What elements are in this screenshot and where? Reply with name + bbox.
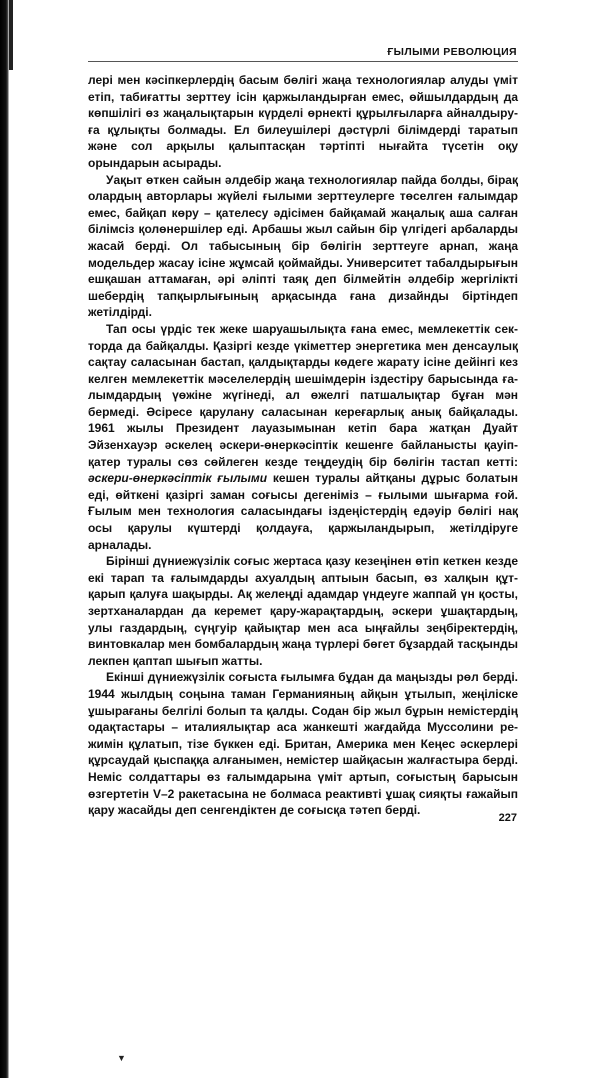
bottom-triangle-mark: ▼ (117, 1053, 126, 1063)
italic-phrase: әскери-өнеркәсіптік ғылыми (88, 471, 268, 486)
binding-shadow (0, 0, 9, 1078)
running-head: ҒЫЛЫМИ РЕВОЛЮЦИЯ (387, 46, 517, 58)
header-rule (88, 61, 518, 62)
body-text (88, 72, 518, 819)
page-number: 227 (498, 812, 517, 824)
paragraph (88, 553, 518, 669)
paragraph (88, 669, 518, 818)
text-segment: лері мен кәсіпкерлердің басым бөлігі жаңа технологиялар алуды үміт етіп, табиғатты зерттеу ісін қаржыландырған емес, өйшылдардың да көпшілігі өз жаңалықтарын күрделі өрнекті құрылғыларға айналдыруға құлықты болмады. Ел билеушілері дәстүрлі білімдерді таратып және сол арқылы қалыптасқан тәртіпті нығайта түсетін оқу орындарын асырады. (88, 73, 518, 170)
paragraph (88, 321, 518, 553)
text-segment: Уақыт өткен сайын әлдебір жаңа технологиялар пайда болды, бірақ олардың авторлары жүйелі ғылыми зерттеулерге төселген ғалымдар емес, байқап көру – қателесу әдісімен байқамай жаңалық аша салған білімсіз қолөнершілер еді. Арбашы жыл сайын бір үлгідегі арбаларды жасай берді. Ол табысының бір бөлігін зерттеуге арнап, жаңа модельдер жасау ісіне жұмсай қоймайды. Университет табалдырығын ешқашан аттамаған, әрі әліпті таяқ деп білмейтін әлдебір жергілікті шебердің тапқырлығының арқасында ғана дизайнды біртіндеп жетілдірді. (88, 172, 518, 320)
text-segment: кешен туралы айтқаны дұрыс болатын еді, өйткені қазіргі заман соғысы дегеніміз – ғылыми шығарма ғой. Ғылым мен технология саласындағы іздеңістердің едәуір бөлігі нақ осы қарулы күштерді қолдауға, қаржыландырып, жетілдіруге арналады. (88, 471, 519, 552)
text-segment: Бірінші дүниежүзілік соғыс жертаса қазу кезеңінен өтіп кеткен кезде екі тарап та ғалымдарды ахуалдың аптыын басып, өз халқын құтқарып қалуға шақырды. Ақ желеңді адамдар үндеуге жаппай үн қосты, зертханалардан да керемет қару-жарақтардың, әскери ұшақтардың, улы газдардың, сүңгуір қайықтар мен аса ыңғайлы зеңбіректердің, винтовкалар мен бомбалардың жаңа түрлері бөгет бұзардай тасқынды лекпен қаптап шығып жатты. (88, 554, 518, 668)
binding-mark (9, 0, 13, 70)
text-segment: Тап осы үрдіс тек жеке шаруашылықта ғана емес, мемлекеттік секторда да байқалды. Қазіргі кезде үкіметтер энергетика мен денсаулық сақтау саласынан бастап, қалдықтарды көдеге жарату ісіне дейінгі кез келген мемлекеттік мәселелердің шешімдерін іздестіру барысында ғалымдардың үөжіне жүгінеді, ал өжелгі патшалықтар бұған мән бермеді. Әсіресе қарулану саласынан кереғарлық анық байқалады. 1961 жылы Президент лауазымынан кетіп бара жатқан Дуайт Эйзенхауэр әскелең әскери-өнеркәсіптік кешенге байланысты қауіп-қатер туралы сөз сөйлеген кезде теңдеудің бір бөлігін тастап кетті: (88, 321, 518, 469)
text-segment: Екінші дүниежүзілік соғыста ғылымға бұдан да маңызды рөл берді. 1944 жылдың соңына таман Германияның айқын ұтылып, жеңіліске ұшырағаны белгілі болып та қалды. Содан бір жыл бұрын немістердің одақтастары – италиялықтар аса жанкешті жағдайда Муссолини режимін құлатып, тізе бүккен еді. Британ, Америка мен Кеңес әскерлері құрсаудай қыспаққа алғанымен, немістер шайқасын жалғастыра берді. Неміс солдаттары өз ғалымдарына үміт артып, соғыстың барысын өзгертетін V–2 ракетасына не болмаса реактивті ұшақ сияқты ғажайып қару жасайды деп сенгендіктен де соғысқа тәтеп берді. (88, 670, 518, 818)
paragraph (88, 172, 518, 321)
paragraph (88, 72, 518, 172)
